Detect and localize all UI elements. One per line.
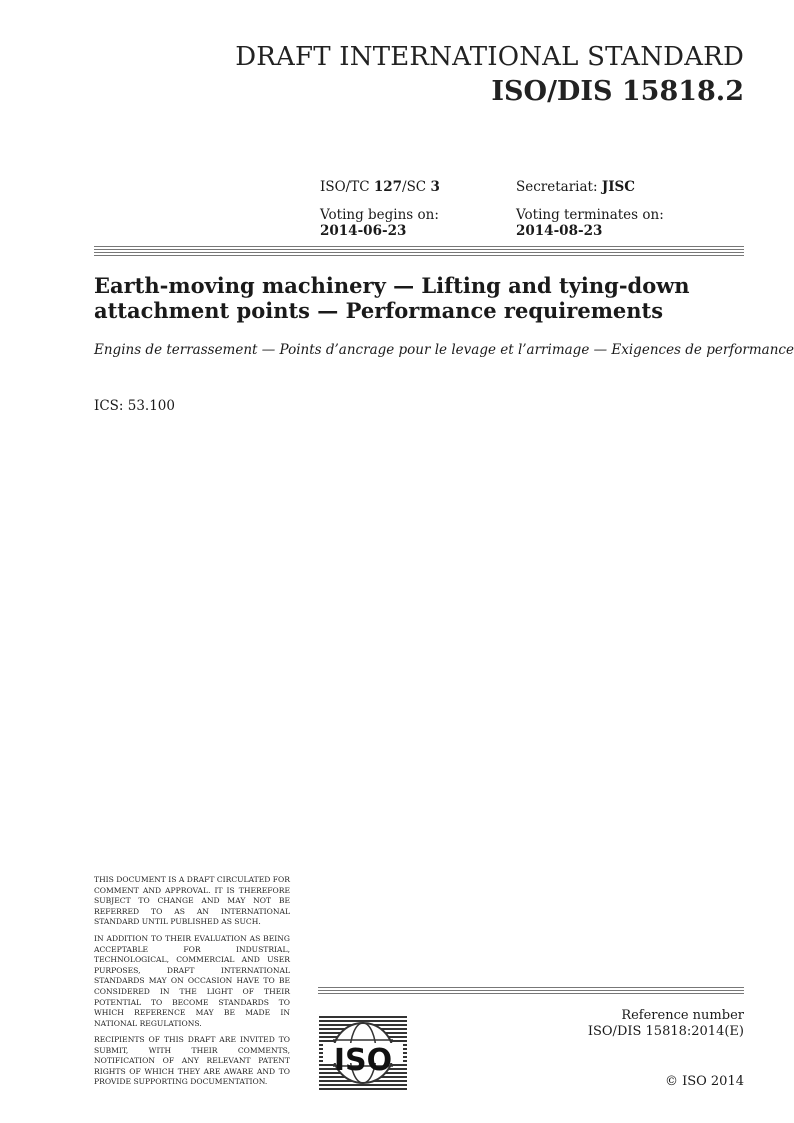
document-title: Earth-moving machinery — Lifting and tying-down attachment points — Performance requirements bbox=[94, 273, 690, 323]
voting-begins-label: Voting begins on: bbox=[320, 207, 439, 223]
secretariat-label: Secretariat: bbox=[516, 179, 602, 195]
voting-begins bbox=[320, 207, 439, 239]
voting-ends-date: 2014-08-23 bbox=[516, 223, 603, 239]
secretariat-info bbox=[516, 179, 635, 195]
voting-begins-date: 2014-06-23 bbox=[320, 223, 407, 239]
document-reference: ISO/DIS 15818.2 bbox=[491, 76, 744, 107]
copyright: © ISO 2014 bbox=[664, 1074, 744, 1089]
reference-block bbox=[588, 1008, 744, 1040]
committee-tc: 127 bbox=[373, 179, 403, 195]
iso-logo-text: ISO bbox=[333, 1043, 393, 1078]
committee-sc: 3 bbox=[430, 179, 440, 195]
committee-prefix: ISO/TC bbox=[320, 179, 374, 195]
disclaimer-evaluation: IN ADDITION TO THEIR EVALUATION AS BEING ACCEPTABLE FOR INDUSTRIAL, TECHNOLOGICAL, COMMERCIAL AND USER PURPOSES, DRAFT INTERNATIONAL STANDARDS MAY ON OCCASION HAVE TO BE CONSIDERED IN THE LIGHT OF THEIR POTENTIAL TO BECOME STANDARDS TO WHICH REFERENCE MAY BE MADE IN NATIONAL REGULATIONS. bbox=[94, 934, 290, 1028]
voting-ends bbox=[516, 207, 664, 239]
ics-code: ICS: 53.100 bbox=[94, 398, 175, 414]
disclaimer-patents: RECIPIENTS OF THIS DRAFT ARE INVITED TO SUBMIT, WITH THEIR COMMENTS, NOTIFICATION OF ANY RELEVANT PATENT RIGHTS OF WHICH THEY ARE AWARE AND TO PROVIDE SUPPORTING DOCUMENTATION. bbox=[94, 1035, 290, 1087]
document-title-french: Engins de terrassement — Points d’ancrage pour le levage et l’arrimage — Exigences de performance bbox=[94, 342, 794, 358]
header-divider bbox=[94, 246, 744, 257]
document-type: DRAFT INTERNATIONAL STANDARD bbox=[235, 42, 744, 72]
disclaimer-draft: THIS DOCUMENT IS A DRAFT CIRCULATED FOR COMMENT AND APPROVAL. IT IS THEREFORE SUBJECT TO CHANGE AND MAY NOT BE REFERRED TO AS AN INTERNATIONAL STANDARD UNTIL PUBLISHED AS SUCH. bbox=[94, 875, 290, 927]
reference-number: ISO/DIS 15818:2014(E) bbox=[587, 1024, 744, 1039]
reference-label: Reference number bbox=[621, 1008, 744, 1023]
voting-ends-label: Voting terminates on: bbox=[516, 207, 664, 223]
footer-divider bbox=[318, 987, 744, 996]
iso-logo bbox=[319, 1016, 407, 1090]
committee-sep: /SC bbox=[402, 179, 431, 195]
committee-info bbox=[320, 179, 440, 195]
secretariat-value: JISC bbox=[601, 179, 636, 195]
